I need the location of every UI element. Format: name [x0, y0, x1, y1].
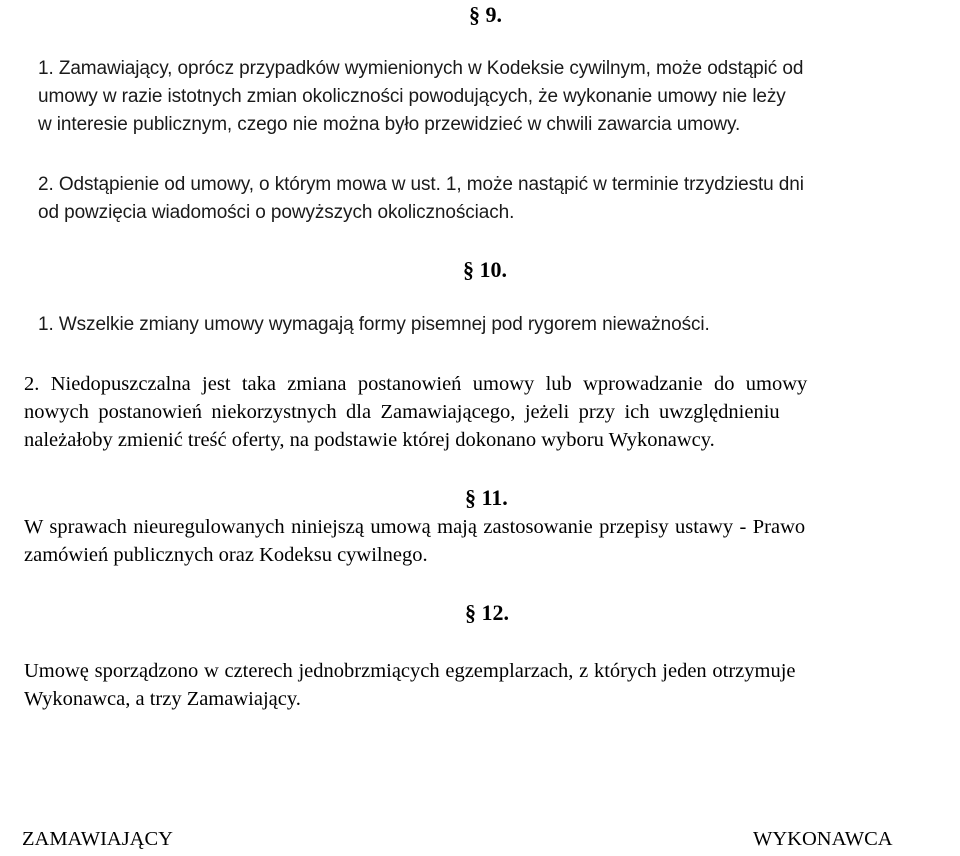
section-9-paragraph-1 [22, 55, 952, 139]
section-11-paragraph [24, 513, 958, 569]
section-9-paragraph-1-line-3: w interesie publicznym, czego nie można było przewidzieć w chwili zawarcia umowy. [38, 114, 741, 135]
section-11-heading: § 11. [465, 485, 508, 510]
section-9-paragraph-1-line-1: 1. Zamawiający, oprócz przypadków wymienionych w Kodeksie cywilnym, może odstąpić od [38, 58, 804, 79]
section-9-paragraph-1-line-2: umowy w razie istotnych zmian okoliczności powodujących, że wykonanie umowy nie leży [38, 86, 786, 107]
section-9-paragraph-2 [22, 171, 952, 227]
section-12-paragraph-line-2: Wykonawca, a trzy Zamawiający. [24, 688, 301, 710]
section-9-paragraph-2-line-2: od powzięcia wiadomości o powyższych okolicznościach. [38, 202, 515, 223]
section-9-paragraph-2-line-1: 2. Odstąpienie od umowy, o którym mowa w ust. 1, może nastąpić w terminie trzydziestu dni [38, 174, 804, 195]
signature-wykonawca: WYKONAWCA [753, 828, 893, 850]
section-10-paragraph-1-line-1: 1. Wszelkie zmiany umowy wymagają formy pisemnej pod rygorem nieważności. [38, 314, 710, 335]
section-12-heading: § 12. [465, 600, 509, 625]
signature-zamawiajacy: ZAMAWIAJĄCY [22, 828, 173, 850]
section-12-paragraph-line-1: Umowę sporządzono w czterech jednobrzmiących egzemplarzach, z których jeden otrzymuje [24, 660, 796, 682]
section-12-paragraph [24, 657, 958, 713]
section-10-paragraph-2-line-2: nowych postanowień niekorzystnych dla Zamawiającego, jeżeli przy ich uwzględnieniu [24, 401, 780, 423]
section-10-paragraph-2-line-1: 2. Niedopuszczalna jest taka zmiana postanowień umowy lub wprowadzanie do umowy [24, 373, 808, 395]
section-9-heading: § 9. [469, 2, 502, 27]
section-10-paragraph-2-line-3: należałoby zmienić treść oferty, na podstawie której dokonano wyboru Wykonawcy. [24, 429, 715, 451]
section-10-heading: § 10. [463, 257, 507, 282]
section-10-paragraph-2 [24, 370, 954, 454]
section-11-paragraph-line-1: W sprawach nieuregulowanych niniejszą umową mają zastosowanie przepisy ustawy - Prawo [24, 516, 806, 538]
section-10-paragraph-1 [22, 311, 952, 339]
section-11-paragraph-line-2: zamówień publicznych oraz Kodeksu cywilnego. [24, 544, 428, 566]
